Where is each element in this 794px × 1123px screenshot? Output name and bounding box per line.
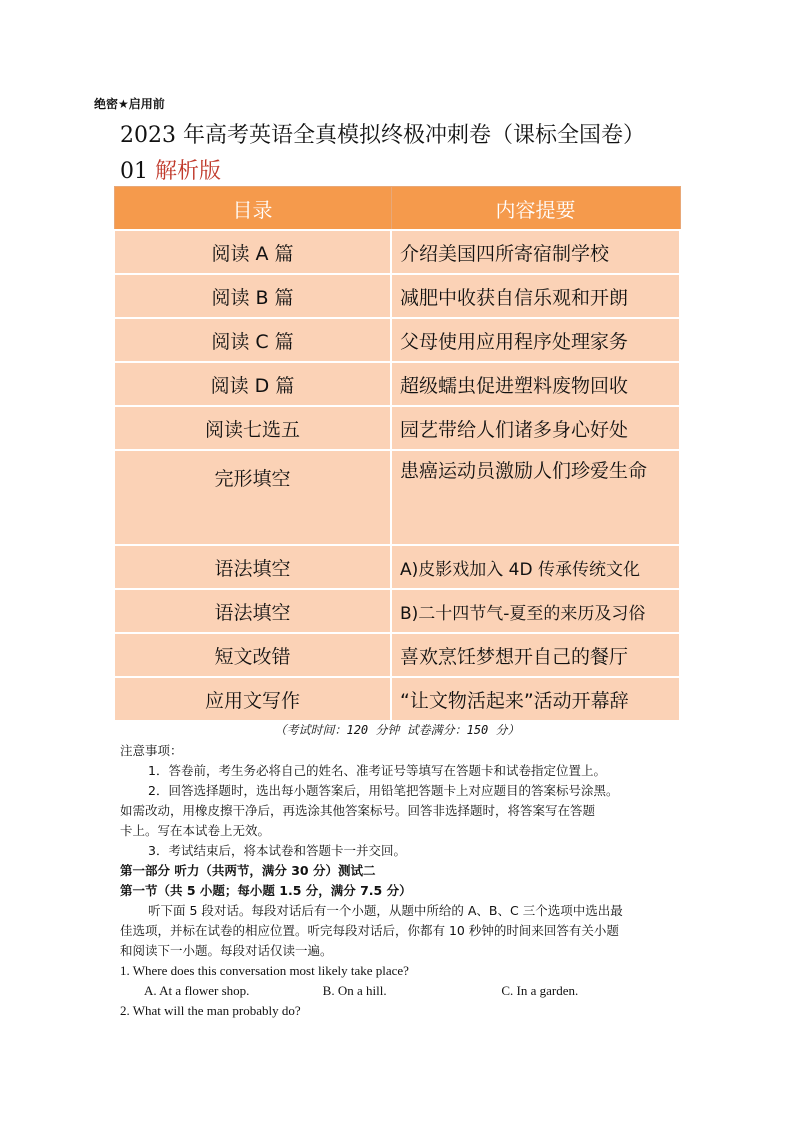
summary-cell: 超级蠕虫促进塑料废物回收 xyxy=(391,362,680,406)
summary-cell: “让文物活起来”活动开幕辞 xyxy=(391,677,680,721)
title-line-2 xyxy=(120,154,690,190)
table-row xyxy=(114,362,680,406)
table-row xyxy=(114,677,680,721)
confidential-label: 绝密★启用前 xyxy=(94,97,165,111)
notice-item-continued: 卡上。写在本试卷上无效。 xyxy=(120,823,271,838)
section-cell: 完形填空 xyxy=(114,450,391,545)
notice-heading: 注意事项： xyxy=(120,743,183,758)
section-cell: 语法填空 xyxy=(114,545,391,589)
instruction-line: 听下面 5 段对话。每段对话后有一个小题，从题中所给的 A、B、C 三个选项中选出最 xyxy=(148,903,623,918)
section-cell: 阅读 B 篇 xyxy=(114,274,391,318)
exam-time-info: （考试时间：120 分钟 试卷满分：150 分） xyxy=(274,723,520,737)
notice-item: 1．答卷前，考生务必将自己的姓名、准考证号等填写在答题卡和试卷指定位置上。 xyxy=(148,763,606,778)
question-stem: 1. Where does this conversation most likely take place? xyxy=(120,963,409,978)
option-b: B. On a hill. xyxy=(322,983,387,998)
summary-cell: 介绍美国四所寄宿制学校 xyxy=(391,230,680,274)
column-header-contents: 目录 xyxy=(114,187,391,231)
summary-cell: A)皮影戏加入 4D 传承传统文化 xyxy=(391,545,680,589)
section-cell: 阅读七选五 xyxy=(114,406,391,450)
option-a: A. At a flower shop. xyxy=(144,983,250,998)
summary-cell: 患癌运动员激励人们珍爱生命 xyxy=(391,450,680,545)
section-cell: 阅读 C 篇 xyxy=(114,318,391,362)
question-stem: 2. What will the man probably do? xyxy=(120,1003,301,1018)
table-row xyxy=(114,318,680,362)
title-line-1: 2023 年高考英语全真模拟终极冲刺卷（课标全国卷） xyxy=(120,123,645,148)
notice-item: 2．回答选择题时，选出每小题答案后，用铅笔把答题卡上对应题目的答案标号涂黑。 xyxy=(148,783,619,798)
title-number: 01 xyxy=(120,159,155,184)
section-cell: 应用文写作 xyxy=(114,677,391,721)
summary-cell: 园艺带给人们诸多身心好处 xyxy=(391,406,680,450)
contents-table xyxy=(113,186,681,722)
instruction-line: 和阅读下一小题。每段对话仅读一遍。 xyxy=(120,943,333,958)
instruction-line: 佳选项，并标在试卷的相应位置。听完每段对话后，你都有 10 秒钟的时间来回答有关小题 xyxy=(120,923,619,938)
section-cell: 短文改错 xyxy=(114,633,391,677)
column-header-summary: 内容提要 xyxy=(391,187,680,231)
table-row xyxy=(114,589,680,633)
option-c: C. In a garden. xyxy=(501,983,579,998)
table-row xyxy=(114,406,680,450)
notice-item-continued: 如需改动，用橡皮擦干净后，再选涂其他答案标号。回答非选择题时，将答案写在答题 xyxy=(120,803,596,818)
notice-item: 3．考试结束后，将本试卷和答题卡一并交回。 xyxy=(148,843,406,858)
section-cell: 语法填空 xyxy=(114,589,391,633)
section-heading: 第一节（共 5 小题；每小题 1.5 分，满分 7.5 分） xyxy=(120,883,412,898)
summary-cell: 父母使用应用程序处理家务 xyxy=(391,318,680,362)
summary-cell: 喜欢烹饪梦想开自己的餐厅 xyxy=(391,633,680,677)
exam-notice xyxy=(120,741,680,1021)
question-options xyxy=(120,981,680,1001)
section-cell: 阅读 D 篇 xyxy=(114,362,391,406)
table-header-row xyxy=(114,187,680,231)
summary-cell: B)二十四节气-夏至的来历及习俗 xyxy=(391,589,680,633)
table-row xyxy=(114,633,680,677)
section-cell: 阅读 A 篇 xyxy=(114,230,391,274)
table-row xyxy=(114,450,680,545)
table-row xyxy=(114,545,680,589)
page-title xyxy=(120,118,690,190)
table-row xyxy=(114,230,680,274)
table-row xyxy=(114,274,680,318)
part-heading: 第一部分 听力（共两节，满分 30 分）测试二 xyxy=(120,863,376,878)
title-answer-version: 解析版 xyxy=(155,159,222,184)
summary-cell: 减肥中收获自信乐观和开朗 xyxy=(391,274,680,318)
